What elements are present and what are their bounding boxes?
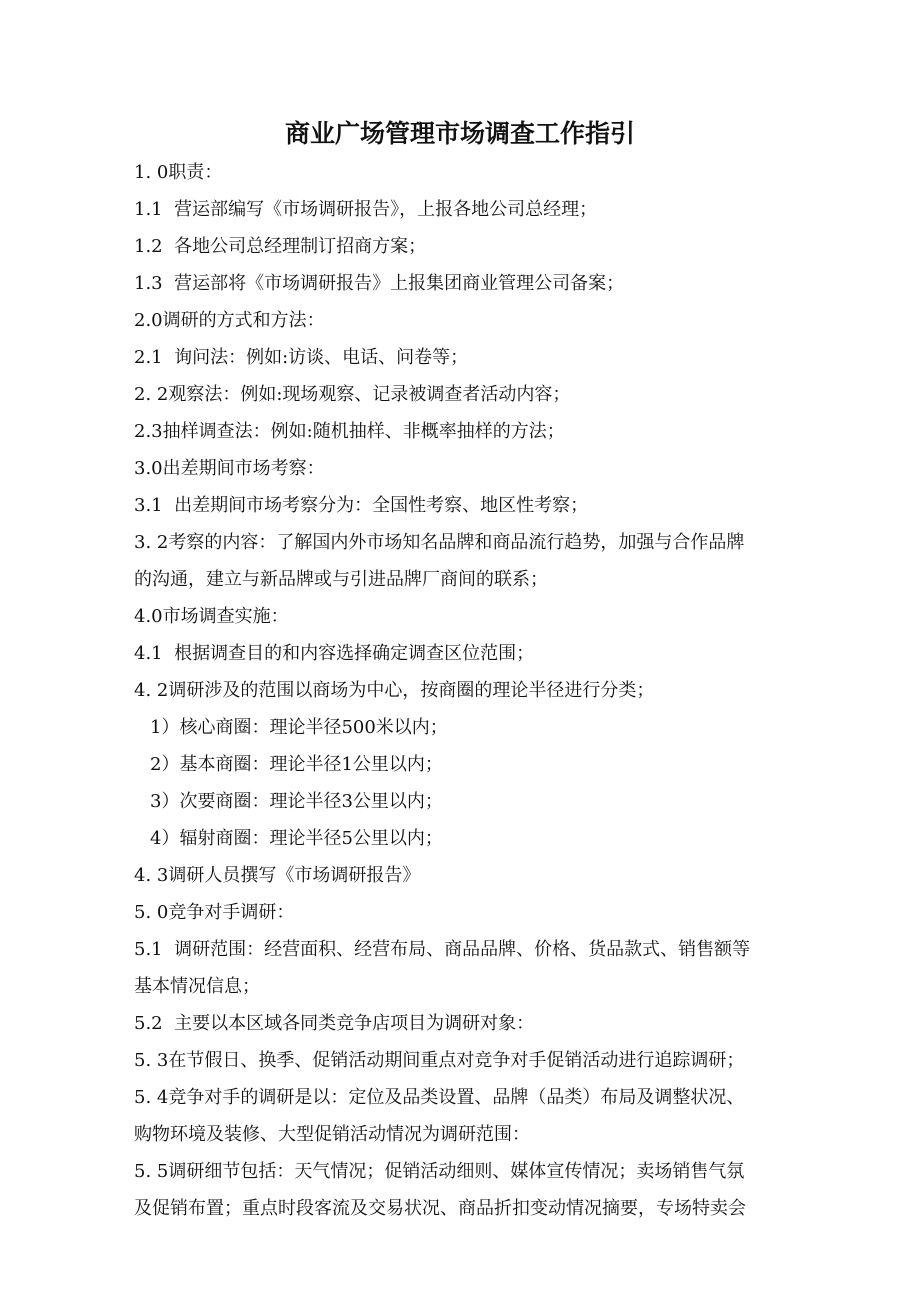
body-line: 5.2 主要以本区域各同类竞争店项目为调研对象： xyxy=(134,1013,535,1034)
body-line: 3. 2考察的内容：了解国内外市场知名品牌和商品流行趋势，加强与合作品牌 xyxy=(134,532,745,553)
body-line: 1）核心商圈：理论半径500米以内； xyxy=(150,717,448,738)
body-line: 2. 2观察法：例如:现场观察、记录被调查者活动内容； xyxy=(134,384,571,405)
body-line: 4. 3调研人员撰写《市场调研报告》 xyxy=(134,865,421,886)
document-title: 商业广场管理市场调查工作指引 xyxy=(284,119,635,148)
body-line: 5. 0竞争对手调研： xyxy=(134,902,295,923)
body-line: 4. 2调研涉及的范围以商场为中心，按商圈的理论半径进行分类； xyxy=(134,680,655,701)
body-line: 2）基本商圈：理论半径1公里以内； xyxy=(150,754,443,775)
body-line: 3.0出差期间市场考察： xyxy=(134,458,325,479)
body-line: 1.1 营运部编写《市场调研报告》，上报各地公司总经理； xyxy=(134,199,598,220)
body-line: 5. 4竞争对手的调研是以：定位及品类设置、品牌（品类）布局及调整状况、 xyxy=(134,1087,745,1108)
body-line: 1.3 营运部将《市场调研报告》上报集团商业管理公司备案； xyxy=(134,273,625,294)
body-line: 2.3抽样调查法：例如:随机抽样、非概率抽样的方法； xyxy=(134,421,565,442)
body-line: 1.2 各地公司总经理制订招商方案； xyxy=(134,236,427,257)
body-line: 4.0市场调查实施： xyxy=(134,606,289,627)
document-body xyxy=(134,154,794,1227)
body-line: 4.1 根据调查目的和内容选择确定调查区位范围； xyxy=(134,643,535,664)
body-line: 及促销布置；重点时段客流及交易状况、商品折扣变动情况摘要，专场特卖会 xyxy=(134,1198,746,1219)
body-line: 2.0调研的方式和方法： xyxy=(134,310,325,331)
body-line: 5. 3在节假日、换季、促销活动期间重点对竞争对手促销活动进行追踪调研； xyxy=(134,1050,745,1071)
body-line: 5. 5调研细节包括：天气情况；促销活动细则、媒体宣传情况；卖场销售气氛 xyxy=(134,1161,745,1182)
body-line: 4）辐射商圈：理论半径5公里以内； xyxy=(150,828,443,849)
body-line: 3）次要商圈：理论半径3公里以内； xyxy=(150,791,443,812)
body-line: 5.1 调研范围：经营面积、经营布局、商品品牌、价格、货品款式、销售额等 xyxy=(134,939,751,960)
body-line: 购物环境及装修、大型促销活动情况为调研范围： xyxy=(134,1124,530,1145)
body-line: 基本情况信息； xyxy=(134,976,260,997)
body-line: 1. 0职责： xyxy=(134,162,223,183)
body-line: 3.1 出差期间市场考察分为：全国性考察、地区性考察； xyxy=(134,495,589,516)
body-line: 2.1 询问法：例如:访谈、电话、问卷等； xyxy=(134,347,469,368)
body-line: 的沟通，建立与新品牌或与引进品牌厂商间的联系； xyxy=(134,569,548,590)
